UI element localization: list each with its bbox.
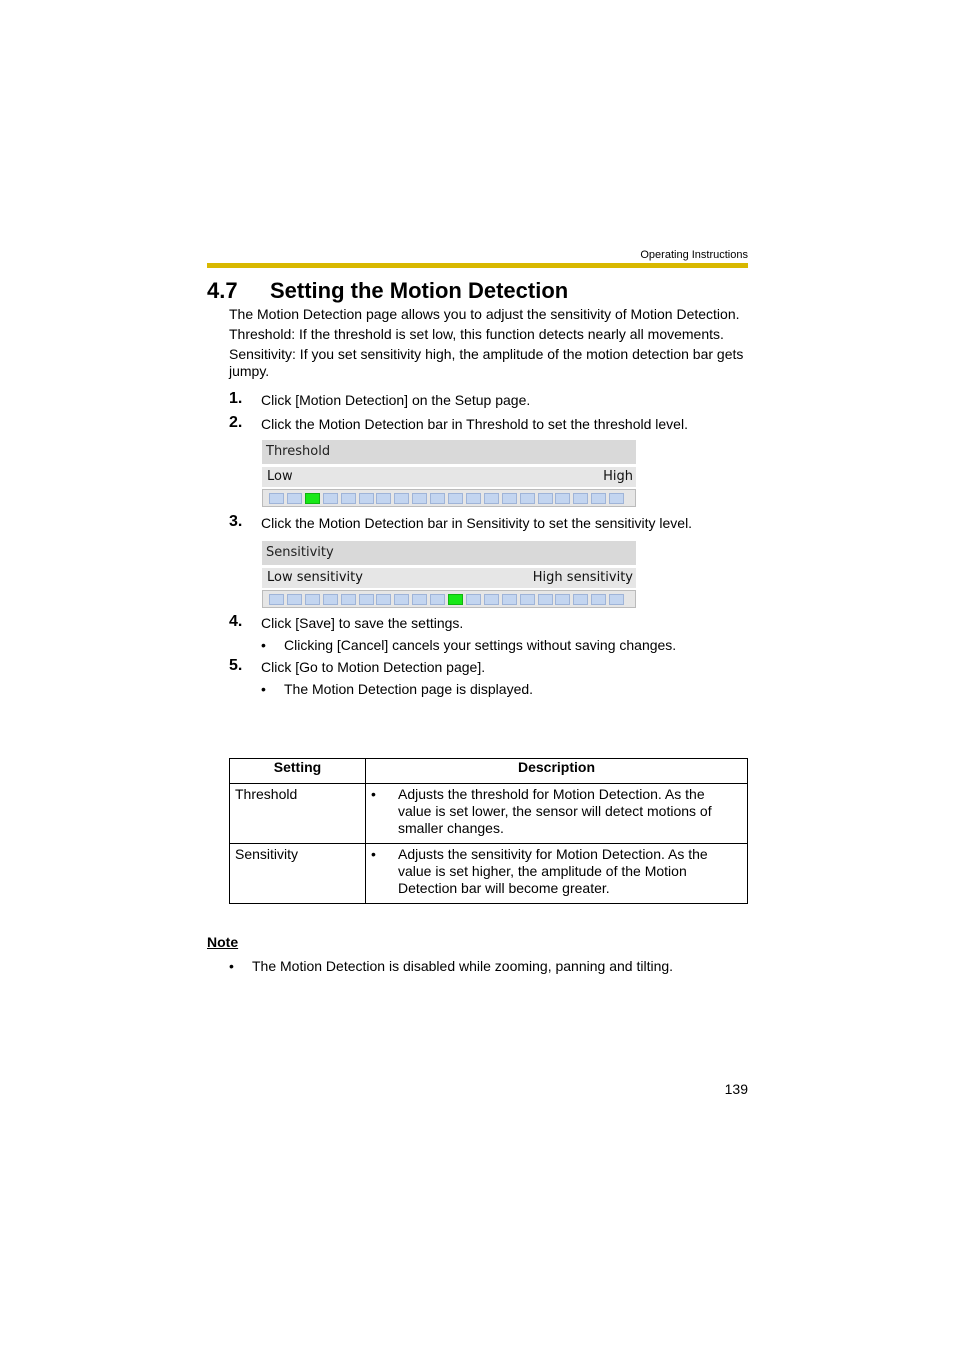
table-row — [230, 784, 748, 844]
step-text: Click the Motion Detection bar in Threshold to set the threshold level. — [261, 416, 688, 432]
sensitivity-low-label: Low sensitivity — [267, 570, 363, 585]
step-number: 1. — [229, 390, 243, 407]
step-text: Click [Save] to save the settings. — [261, 615, 464, 631]
sensitivity-bar-segment[interactable] — [484, 594, 499, 605]
intro-threshold: Threshold: If the threshold is set low, this function detects nearly all movements. — [229, 326, 724, 342]
sensitivity-scale-labels — [262, 568, 636, 588]
threshold-bar-segment[interactable] — [484, 493, 499, 504]
settings-table — [229, 758, 748, 904]
note-item: The Motion Detection is disabled while zooming, panning and tilting. — [252, 958, 674, 974]
threshold-bar-segment[interactable] — [502, 493, 517, 504]
step-number: 4. — [229, 613, 243, 630]
sensitivity-panel-title: Sensitivity — [262, 541, 636, 565]
table-cell-description — [366, 784, 748, 844]
threshold-scale-labels — [262, 467, 636, 487]
sensitivity-bar-segment[interactable] — [287, 594, 302, 605]
sensitivity-bar-segment[interactable] — [609, 594, 624, 605]
sensitivity-bar-segment[interactable] — [269, 594, 284, 605]
sensitivity-bar-segment[interactable] — [376, 594, 391, 605]
sensitivity-panel — [262, 541, 636, 608]
threshold-high-label: High — [603, 469, 633, 484]
step-text: Click [Motion Detection] on the Setup page. — [261, 392, 531, 408]
note-heading: Note — [207, 934, 239, 950]
sensitivity-bar-segment[interactable] — [305, 594, 320, 605]
threshold-bar-segment[interactable] — [538, 493, 553, 504]
threshold-bar-segment[interactable] — [609, 493, 624, 504]
bullet-glyph: • — [261, 681, 266, 697]
sensitivity-bar-segment[interactable] — [448, 594, 463, 605]
table-cell-setting: Threshold — [230, 784, 366, 844]
sensitivity-bar-segment[interactable] — [555, 594, 570, 605]
sensitivity-bar-segment[interactable] — [466, 594, 481, 605]
threshold-panel — [262, 440, 636, 507]
table-row — [230, 844, 748, 904]
threshold-bar-segment[interactable] — [269, 493, 284, 504]
threshold-bar-segment[interactable] — [287, 493, 302, 504]
running-header: Operating Instructions — [640, 249, 748, 261]
threshold-bar-segment[interactable] — [323, 493, 338, 504]
sensitivity-bar-segment[interactable] — [323, 594, 338, 605]
description-text: Adjusts the sensitivity for Motion Detection. As the value is set higher, the amplitude of the Motion Detection bar will become greater. — [398, 846, 708, 896]
intro-paragraph: The Motion Detection page allows you to adjust the sensitivity of Motion Detection. — [229, 306, 740, 322]
threshold-bar-segment[interactable] — [412, 493, 427, 504]
threshold-bar-segment[interactable] — [466, 493, 481, 504]
step-bullet-text: Clicking [Cancel] cancels your settings without saving changes. — [284, 637, 677, 653]
sensitivity-bar[interactable] — [262, 590, 636, 608]
sensitivity-bar-segment[interactable] — [394, 594, 409, 605]
bullet-glyph: • — [371, 786, 376, 802]
section-title: Setting the Motion Detection — [270, 278, 569, 303]
sensitivity-bar-segment[interactable] — [430, 594, 445, 605]
description-text: Adjusts the threshold for Motion Detection. As the value is set lower, the sensor will detect motions of smaller changes. — [398, 786, 712, 836]
threshold-bar-segment[interactable] — [341, 493, 356, 504]
threshold-bar-segment[interactable] — [520, 493, 535, 504]
sensitivity-bar-segment[interactable] — [520, 594, 535, 605]
sensitivity-bar-segment[interactable] — [573, 594, 588, 605]
page-number: 139 — [724, 1081, 748, 1097]
threshold-bar-segment[interactable] — [591, 493, 606, 504]
threshold-bar-segment[interactable] — [359, 493, 374, 504]
step-number: 3. — [229, 513, 243, 530]
intro-sensitivity: Sensitivity: If you set sensitivity high, the amplitude of the motion detection bar gets jumpy. — [229, 346, 744, 379]
table-header-description: Description — [366, 759, 748, 784]
sensitivity-bar-segment[interactable] — [538, 594, 553, 605]
sensitivity-bar-segment[interactable] — [502, 594, 517, 605]
threshold-bar-segment[interactable] — [394, 493, 409, 504]
threshold-bar-segment[interactable] — [305, 493, 320, 504]
threshold-bar-segment[interactable] — [573, 493, 588, 504]
header-rule — [207, 263, 748, 268]
sensitivity-high-label: High sensitivity — [532, 570, 633, 585]
table-header-setting: Setting — [230, 759, 366, 784]
bullet-glyph: • — [229, 958, 234, 974]
threshold-bar-segment[interactable] — [376, 493, 391, 504]
step-text: Click the Motion Detection bar in Sensitivity to set the sensitivity level. — [261, 515, 693, 531]
section-number: 4.7 — [207, 278, 238, 303]
bullet-glyph: • — [261, 637, 266, 653]
sensitivity-bar-segment[interactable] — [359, 594, 374, 605]
threshold-low-label: Low — [267, 469, 293, 484]
table-header-row — [230, 759, 748, 784]
sensitivity-bar-segment[interactable] — [591, 594, 606, 605]
threshold-bar[interactable] — [262, 489, 636, 507]
threshold-bar-segment[interactable] — [430, 493, 445, 504]
threshold-panel-title: Threshold — [262, 440, 636, 464]
sensitivity-bar-segment[interactable] — [412, 594, 427, 605]
step-number: 5. — [229, 657, 243, 674]
table-cell-setting: Sensitivity — [230, 844, 366, 904]
step-number: 2. — [229, 414, 243, 431]
step-bullet-text: The Motion Detection page is displayed. — [284, 681, 534, 697]
step-text: Click [Go to Motion Detection page]. — [261, 659, 486, 675]
bullet-glyph: • — [371, 846, 376, 862]
table-cell-description — [366, 844, 748, 904]
sensitivity-bar-segment[interactable] — [341, 594, 356, 605]
threshold-bar-segment[interactable] — [448, 493, 463, 504]
threshold-bar-segment[interactable] — [555, 493, 570, 504]
